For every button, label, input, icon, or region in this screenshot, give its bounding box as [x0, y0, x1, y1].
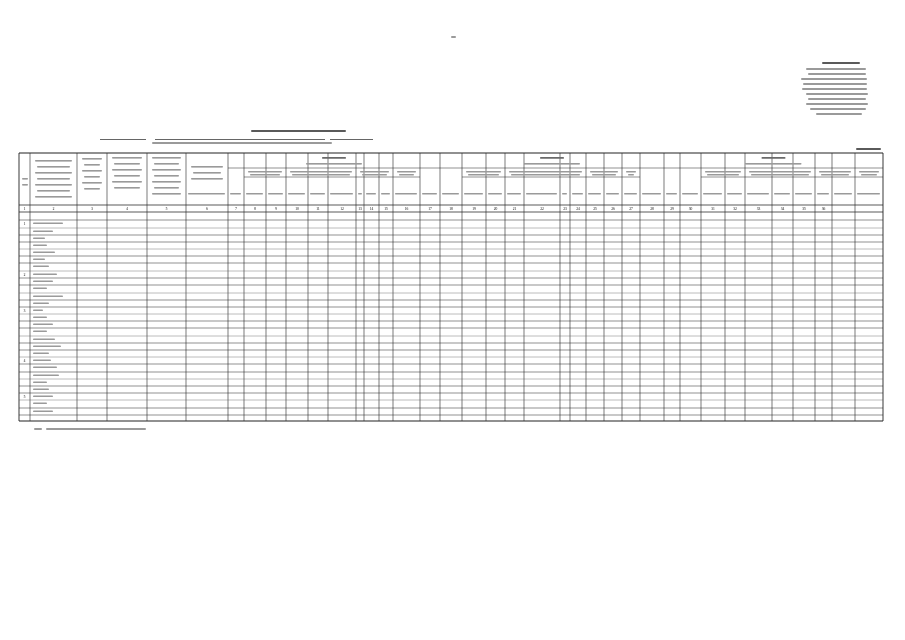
group-header [248, 171, 282, 173]
header-cell-text [112, 157, 142, 159]
column-number: 29 [670, 207, 674, 211]
column-number: 10 [295, 207, 299, 211]
group-header [399, 174, 414, 176]
row-label [33, 281, 53, 283]
leaf-header [358, 193, 362, 195]
row-number: 5 [23, 395, 26, 399]
leaf-header [381, 193, 390, 195]
header-cell-text [154, 175, 179, 177]
header-cell-text [193, 172, 221, 174]
row-label [33, 324, 53, 326]
column-number: 2 [52, 207, 55, 211]
leaf-header [488, 193, 502, 195]
leaf-header [288, 193, 305, 195]
row-label [33, 339, 55, 341]
leaf-header [562, 193, 567, 195]
row-label [33, 353, 49, 355]
leaf-header [727, 193, 742, 195]
header-cell-text [22, 178, 28, 180]
header-cell-text [35, 172, 72, 174]
header-cell-text [84, 176, 100, 178]
header-cell-text [22, 184, 28, 186]
group-header [751, 174, 809, 176]
leaf-header [666, 193, 677, 195]
row-label [33, 360, 51, 362]
leaf-header [246, 193, 263, 195]
leaf-header [624, 193, 637, 195]
header-cell-text [152, 181, 181, 183]
column-number: 23 [563, 207, 567, 211]
row-label [33, 396, 53, 398]
row-label [33, 259, 45, 261]
column-number: 3 [91, 207, 93, 211]
header-cell-text [112, 169, 142, 171]
column-number: 19 [472, 207, 476, 211]
group-header [397, 171, 416, 173]
row-label [33, 389, 49, 391]
leaf-header [588, 193, 601, 195]
row-label [33, 403, 47, 405]
row-label [33, 317, 47, 319]
column-number: 30 [688, 207, 693, 211]
row-label [33, 288, 47, 290]
header-cell-text [154, 187, 179, 189]
column-number: 6 [206, 207, 208, 211]
year-subheading [524, 163, 580, 165]
row-label [33, 266, 49, 268]
row-label [33, 367, 57, 369]
group-header [705, 171, 741, 173]
group-header [466, 171, 501, 173]
group-header [592, 174, 616, 176]
column-number: 13 [358, 207, 362, 211]
group-header [292, 174, 350, 176]
leaf-header [330, 193, 353, 195]
header-cell-text [35, 196, 72, 198]
row-number: 1 [23, 222, 26, 226]
header-cell-text [112, 181, 142, 183]
column-number: 20 [493, 207, 498, 211]
leaf-header [230, 193, 241, 195]
group-header [290, 171, 352, 173]
column-number: 16 [404, 207, 409, 211]
row-label [33, 231, 53, 233]
column-number: 8 [254, 207, 256, 211]
leaf-header [422, 193, 437, 195]
column-number: 27 [629, 207, 633, 211]
group-header [861, 174, 877, 176]
group-header [590, 171, 618, 173]
column-number: 32 [733, 207, 737, 211]
group-header [509, 171, 582, 173]
header-cell-text [191, 178, 223, 180]
header-cell-text [35, 184, 72, 186]
leaf-header [703, 193, 722, 195]
row-label [33, 274, 57, 276]
column-number: 21 [512, 207, 517, 211]
year-heading [540, 157, 564, 159]
leaf-header [642, 193, 661, 195]
group-header [707, 174, 739, 176]
column-number: 36 [821, 207, 826, 211]
header-cell-text [82, 170, 102, 172]
row-label [33, 346, 61, 348]
leaf-header [188, 193, 225, 195]
column-number: 35 [802, 207, 806, 211]
row-label [33, 310, 43, 312]
column-number: 31 [711, 207, 715, 211]
column-number: 18 [449, 207, 453, 211]
group-header [859, 171, 879, 173]
header-cell-text [114, 187, 140, 189]
group-header [511, 174, 580, 176]
leaf-header [774, 193, 790, 195]
row-label [33, 252, 55, 254]
year-subheading [746, 163, 802, 165]
row-label [33, 303, 49, 305]
row-label [33, 238, 45, 240]
leaf-header [817, 193, 829, 195]
leaf-header [682, 193, 698, 195]
column-number: 22 [540, 207, 544, 211]
header-cell-text [35, 160, 72, 162]
group-header [362, 174, 387, 176]
group-header [360, 171, 389, 173]
column-number: 4 [126, 207, 128, 211]
column-number: 5 [165, 207, 168, 211]
row-label [33, 245, 47, 247]
column-number: 33 [756, 207, 761, 211]
leaf-header [395, 193, 417, 195]
row-label [33, 223, 63, 225]
column-number: 17 [428, 207, 432, 211]
column-number: 24 [576, 207, 580, 211]
header-cell-text [84, 188, 100, 190]
row-label [33, 331, 47, 333]
header-cell-text [37, 190, 70, 192]
column-number: 12 [340, 207, 344, 211]
column-number: 14 [369, 207, 374, 211]
header-cell-text [37, 166, 70, 168]
column-number: 28 [650, 207, 654, 211]
leaf-header [507, 193, 521, 195]
header-cell-text [154, 163, 179, 165]
column-number: 1 [23, 207, 26, 211]
row-number: 3 [23, 309, 26, 313]
year-heading [322, 157, 346, 159]
leaf-header [795, 193, 812, 195]
header-cell-text [82, 182, 102, 184]
group-header [626, 171, 636, 173]
header-cell-text [191, 166, 223, 168]
leaf-header [442, 193, 459, 195]
group-header [250, 174, 280, 176]
header-cell-text [114, 175, 140, 177]
group-header [819, 171, 851, 173]
header-cell-text [114, 163, 140, 165]
column-number: 9 [275, 207, 277, 211]
row-label [33, 382, 47, 384]
leaf-header [572, 193, 583, 195]
leaf-header [366, 193, 376, 195]
row-label [33, 375, 59, 377]
leaf-header [606, 193, 619, 195]
header-cell-text [84, 164, 100, 166]
group-header [821, 174, 849, 176]
leaf-header [526, 193, 557, 195]
column-number: 7 [235, 207, 237, 211]
row-label [33, 296, 63, 298]
leaf-header [268, 193, 283, 195]
column-number: 11 [316, 207, 320, 211]
header-cell-text [152, 169, 181, 171]
column-number: 25 [593, 207, 597, 211]
column-number: 34 [780, 207, 785, 211]
column-number: 15 [384, 207, 388, 211]
column-number: 26 [611, 207, 615, 211]
leaf-header [310, 193, 325, 195]
header-cell-text [82, 158, 102, 160]
group-header [468, 174, 499, 176]
group-header [749, 171, 811, 173]
row-number: 4 [23, 359, 26, 363]
row-label [33, 411, 53, 413]
header-cell-text [37, 178, 70, 180]
leaf-header [857, 193, 880, 195]
leaf-header [747, 193, 769, 195]
year-heading [762, 157, 786, 159]
header-cell-text [152, 157, 181, 159]
group-header [628, 174, 634, 176]
leaf-header [834, 193, 852, 195]
header-cell-text [152, 193, 181, 195]
row-number: 2 [23, 273, 26, 277]
leaf-header [464, 193, 483, 195]
year-subheading [306, 163, 362, 165]
